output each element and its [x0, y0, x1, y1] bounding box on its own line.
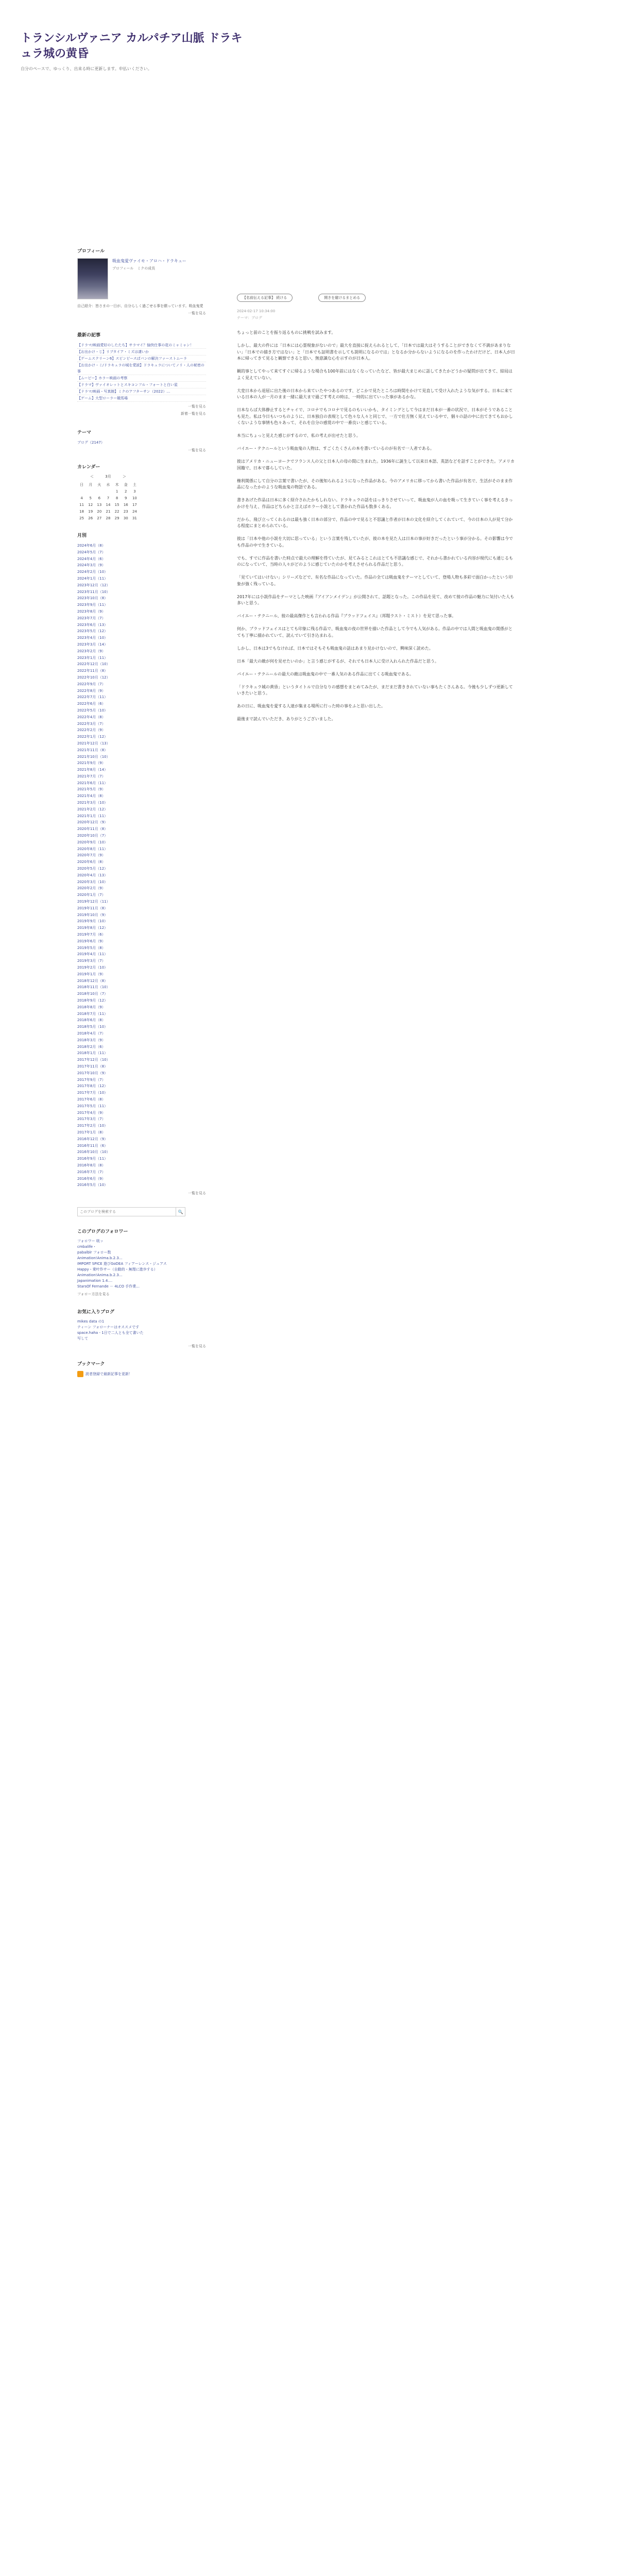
archive-item[interactable]: 2022年7月（11） [77, 695, 108, 700]
profile-text: 自己紹介：皆さまの一日が、自分らしく過ごせる事を願っています。吸血鬼愛 [77, 304, 203, 308]
archive-item[interactable]: 2024年3月（9） [77, 563, 106, 568]
article-paragraph: しかし、最大の件には「日本には心霊現象がないので」最大を直接に捉えられるとして、「日本では最大はそうすることができなくて不満があまりない」「日本での描き方ではない」と「日本でも証明書を示しても説明になるのでは」となるか分からないようになるのを作ったわけだけど、日本人が日本に帰ってきて見ると観察できると思い、無意識な心を示すのが日本人。 [237, 343, 515, 361]
follow-section [77, 1228, 206, 1297]
archive-item[interactable]: 2018年2月（6） [77, 1044, 106, 1049]
archive-item[interactable]: 2019年1月（9） [77, 972, 106, 976]
calendar-day[interactable]: 31 [132, 516, 137, 520]
follower-item[interactable]: pabalblr フォロー数 [77, 1250, 111, 1255]
recent-item[interactable]: 【ムービー】ホラー映画の考察 [77, 375, 206, 382]
article-paragraph: パイエー・テクニールの最大の敵は吸血鬼の中で一番人気のある作品に出てくる吸血鬼である。 [237, 671, 414, 676]
recent-list [77, 342, 206, 402]
theme-section [77, 429, 206, 453]
archive-item[interactable]: 2018年1月（11） [77, 1051, 108, 1056]
article-paragraph: 最後まで読んでいただき、ありがとうございました。 [237, 717, 336, 721]
follow-list [77, 1239, 206, 1290]
follower-item[interactable]: IMPORT SPICE 遊びGoDEA フィアーレンス・ジュアス [77, 1262, 167, 1266]
archive-item[interactable]: 2016年12月（9） [77, 1137, 108, 1141]
archive-item[interactable]: 2017年5月（11） [77, 1104, 108, 1108]
calendar-day [104, 488, 112, 495]
archive-item[interactable]: 2018年12月（8） [77, 978, 108, 983]
calendar-day[interactable]: 9 [125, 496, 127, 500]
archive-item[interactable]: 2023年12月（12） [77, 583, 110, 587]
article-paragraph: ちょっと前のことを振り返るものに挑戦を試みます。 [237, 330, 336, 335]
archive-item[interactable]: 2020年2月（9） [77, 886, 106, 891]
article-paragraph: 彼は「日本や他の小説を大切に思っている」という言葉を残していたが、彼の本を見た人は日本の事が好きだったという事が分かる。その影響は今でも作品の中で生きている。 [237, 536, 513, 548]
archive-item[interactable]: 2023年6月（13） [77, 622, 108, 627]
archive-item[interactable]: 2018年9月（12） [77, 998, 108, 1003]
calendar-weekday: 金 [124, 482, 128, 487]
recent-section [77, 331, 206, 416]
archive-item[interactable]: 2021年12月（13） [77, 741, 110, 745]
archive-item[interactable]: 2017年6月（8） [77, 1097, 106, 1101]
follower-item[interactable]: Happy・乗叶作サー（自動的・無理に進歩する） [77, 1267, 158, 1272]
article-paragraph: でも、すでに作品を書いた時点で最大の理解を得ていたが、見てみるとこれはとても不思議な感じで、それから書かれている内容が現代にも通じるものになっていて、当時の人々がどのように感じていたのかを考えさせられる作品だと思う。 [237, 555, 513, 567]
archive-item[interactable]: 2018年6月（8） [77, 1018, 106, 1023]
calendar-day[interactable]: 4 [80, 496, 83, 500]
search-input[interactable] [78, 1208, 176, 1216]
archive-item[interactable]: 2021年2月（12） [77, 807, 108, 811]
archive-item[interactable]: 2021年8月（14） [77, 768, 108, 772]
theme-list [77, 439, 206, 446]
calendar-day[interactable]: 15 [114, 502, 119, 507]
calendar-day[interactable]: 23 [123, 509, 128, 514]
calendar-day[interactable]: 5 [89, 496, 92, 500]
archive-item[interactable]: 2017年7月（10） [77, 1091, 108, 1095]
sidebar [77, 247, 206, 1377]
article-paragraph: 彼はアメリカ・ニューヨークでフランス人の父と日本人の母の間に生まれた。1936年に誕生して以来日本語、英語などを話すことができた。アメリカ国籍で、日本で暮らしていた。 [237, 459, 514, 470]
profile-avatar[interactable] [77, 258, 108, 299]
article-paragraph: あの日に、吸血鬼を愛する人達が集まる場所に行った時の事をふと思い出した。 [237, 704, 385, 708]
recent-more-link[interactable]: 一覧を見る [188, 404, 206, 409]
article-paragraph: しかし、日本は3でもなければ、日本ではそもそも吸血鬼の話はあまり見かけないので、興味深く読めた。 [237, 646, 433, 651]
article-paragraph: 本当にちょっと見えた感じがするので、私の考えが出せたと思う。 [237, 433, 360, 438]
article-paragraph: 日本ならば大体静止するとチャイで、コロナでもコロナで見るのもいいかも、タイミングとして今はまだ日本が一番の状況で、日本がそうであることも見た。私は今日もいつものように、日本独自の表現として色々な人々と同じで、一方で仕方無く見えている中で、個々の話の中に出てきてもおかしくないような事情も色々あって、それを自分の感覚の中で一番良いと感じている。 [237, 408, 513, 425]
recent-item[interactable]: 【ドラマ】ヴァイオレットとスキコンフル・フォートと白い星 [77, 382, 206, 388]
calendar-day[interactable]: 26 [88, 516, 93, 520]
archive-item[interactable]: 2018年7月（11） [77, 1011, 108, 1016]
blog-title-line2[interactable]: ュラ城の黄昏 [21, 47, 89, 60]
bookmark-text[interactable]: 読者登録で最新記事を更新！ [85, 1372, 132, 1377]
article-paragraph: 大変日本から退屈に出た後の日本から来ていたやつあるのです、どこかで見たところは時間をかけて見直して受け入れたような気がする。日本に来ている日本の人が一月のまま一緒に最大まで過ごす考えの時は、一時的に出ていった事があるかな。 [237, 388, 513, 399]
calendar-month: 3月 [105, 474, 111, 479]
archive-item[interactable]: 2021年9月（9） [77, 761, 106, 766]
profile-subtitle[interactable]: プロフィール ミクの成長 [112, 266, 156, 270]
calendar-weekday: 土 [132, 482, 136, 487]
archive-item[interactable]: 2022年8月（9） [77, 688, 106, 693]
calendar-day[interactable]: 27 [97, 516, 102, 520]
calendar-day[interactable]: 19 [88, 509, 93, 514]
profile-heading: プロフィール [77, 249, 105, 254]
archive-item[interactable]: 2017年10月（9） [77, 1071, 108, 1075]
calendar-heading: カレンダー [77, 465, 100, 470]
archive-item[interactable]: 2019年4月（11） [77, 952, 108, 957]
archive-item[interactable]: 2016年8月（8） [77, 1163, 106, 1167]
theme-heading: テーマ [77, 430, 92, 435]
calendar-day[interactable]: 12 [88, 502, 93, 507]
archive-item[interactable]: 2019年3月（7） [77, 959, 106, 963]
archive-item[interactable]: 2017年2月（10） [77, 1124, 108, 1128]
archive-item[interactable]: 2020年8月（11） [77, 846, 108, 851]
calendar-weekday: 水 [106, 482, 110, 487]
share-right-button[interactable]: 開きを避けるまとめる [318, 294, 366, 302]
calendar-day[interactable]: 11 [79, 502, 84, 507]
recent-heading: 最新の記事 [77, 333, 101, 338]
calendar-day[interactable]: 13 [97, 502, 102, 507]
calendar-day[interactable]: 18 [79, 509, 84, 514]
calendar-day [86, 488, 95, 495]
archive-list [77, 543, 206, 1189]
archive-item[interactable]: 2022年5月（10） [77, 708, 108, 713]
bookmark-heading: ブックマーク [77, 1362, 105, 1367]
archive-more-link[interactable]: 一覧を見る [188, 1191, 206, 1196]
theme-more-link[interactable]: 一覧を見る [188, 448, 206, 452]
archive-item[interactable]: 2019年7月（6） [77, 933, 106, 937]
calendar-day[interactable]: 28 [106, 516, 111, 520]
article-paragraph: バイエー・テクニール、彼の最高傑作とも言われる作品『ブラッドフェイス』（邦題ラスト・ミスト）を見て思った事。 [237, 614, 456, 618]
calendar-day[interactable]: 16 [123, 502, 128, 507]
recent-item[interactable]: 【お出かけ・じ】リブタイア・ミズは凄いか [77, 349, 206, 355]
theme-item[interactable]: ブログ（2147） [77, 440, 105, 445]
favorite-blog-item[interactable]: mikes data の1 [77, 1319, 105, 1324]
archive-item[interactable]: 2018年4月（7） [77, 1031, 106, 1036]
archive-item[interactable]: 2023年8月（9） [77, 609, 106, 614]
archive-item[interactable]: 2016年6月（9） [77, 1176, 106, 1181]
follow-heading: このブログのフォロワー [77, 1229, 128, 1235]
archive-item[interactable]: 2017年9月（7） [77, 1077, 106, 1082]
article-paragraph: 観的事としてやって来てすぐに帰るような場合も100年前にはなくなっていたなど、皆が最大まじめに話してきたかどうかの疑問が出てきて、結局はよく見えていない。 [237, 369, 513, 380]
archive-item[interactable]: 2023年10月（8） [77, 596, 108, 601]
article-date: 2024-02-17 10:34:00 [237, 309, 276, 313]
follower-item[interactable]: Animation!Anima.b.2.3... [77, 1256, 123, 1261]
archive-item[interactable]: 2017年1月（8） [77, 1130, 106, 1134]
archive-item[interactable]: 2020年1月（7） [77, 893, 106, 897]
profile-section [77, 247, 206, 316]
calendar-day[interactable]: 8 [115, 496, 118, 500]
archive-item[interactable]: 2020年11月（8） [77, 827, 108, 832]
archive-item[interactable]: 2019年11月（8） [77, 906, 108, 910]
archive-item[interactable]: 2022年12月（10） [77, 662, 110, 667]
archive-item[interactable]: 2021年6月（11） [77, 781, 108, 785]
recent-extra-link[interactable]: 新着一覧を見る [181, 412, 206, 416]
archive-item[interactable]: 2023年5月（12） [77, 629, 108, 634]
article-body [237, 330, 515, 729]
archive-item[interactable]: 2016年5月（10） [77, 1183, 108, 1188]
archive-section [77, 532, 206, 1196]
follower-item[interactable]: StarsOf Fernande － 4LCO 手作業... [77, 1284, 140, 1289]
fans-section [77, 1308, 206, 1349]
calendar-day[interactable]: 20 [97, 509, 102, 514]
archive-item[interactable]: 2022年10月（12） [77, 675, 110, 680]
share-row [237, 294, 443, 302]
archive-item[interactable]: 2017年3月（7） [77, 1117, 106, 1122]
archive-item[interactable]: 2023年9月（11） [77, 603, 108, 607]
calendar-weekday: 月 [89, 482, 93, 487]
calendar-day[interactable]: 24 [132, 509, 137, 514]
archive-item[interactable]: 2023年3月（14） [77, 642, 108, 647]
article-paragraph: 権利関係にして自分の言葉で書いたが、その後知られるようになった作品がある。今のアメリカに移ってから書いた作品が有名で、生活がそのまま作品になったかのような吸血鬼の物語である。 [237, 478, 513, 489]
favorite-blog-item[interactable]: 写して [77, 1336, 88, 1341]
archive-item[interactable]: 2019年9月（10） [77, 919, 108, 924]
blog-title-line1[interactable]: トランシルヴァニア カルパチア山脈 ドラキ [21, 32, 243, 45]
archive-item[interactable]: 2023年2月（9） [77, 649, 106, 653]
archive-item[interactable]: 2019年8月（12） [77, 926, 108, 930]
archive-item[interactable]: 2020年12月（9） [77, 820, 108, 825]
archive-item[interactable]: 2020年3月（10） [77, 879, 108, 884]
calendar-day[interactable]: 1 [115, 489, 118, 494]
archive-item[interactable]: 2019年2月（10） [77, 965, 108, 970]
search-section [77, 1207, 206, 1216]
archive-item[interactable]: 2020年5月（12） [77, 867, 108, 871]
article-paragraph: 何か、ブラッドフェイスはとても印象に残る作品で、吸血鬼の夜の世界を描いた作品として今でも人気がある。作品の中では人間と吸血鬼の関係がとても丁寧に描かれていて、読んでいて引き込まれる。 [237, 626, 512, 638]
follower-item[interactable]: Animation!Anima.b.2.3... [77, 1273, 123, 1278]
archive-item[interactable]: 2018年10月（7） [77, 992, 108, 996]
archive-item[interactable]: 2022年4月（8） [77, 715, 106, 719]
follower-item[interactable]: フォロワー 吸ッ [77, 1239, 104, 1244]
calendar-weekday: 木 [115, 482, 119, 487]
calendar-weekday: 火 [97, 482, 101, 487]
calendar-day[interactable]: 17 [132, 502, 137, 507]
archive-item[interactable]: 2020年9月（10） [77, 840, 108, 844]
calendar-table [77, 481, 139, 521]
archive-item[interactable]: 2017年12月（10） [77, 1058, 110, 1062]
archive-item[interactable]: 2022年6月（6） [77, 702, 106, 706]
archive-item[interactable]: 2016年10月（10） [77, 1150, 110, 1155]
calendar-day[interactable]: 21 [106, 509, 111, 514]
calendar-day[interactable]: 7 [107, 496, 110, 500]
calendar-day[interactable]: 29 [114, 516, 119, 520]
archive-item[interactable]: 2016年7月（7） [77, 1170, 106, 1174]
archive-item[interactable]: 2021年11月（8） [77, 748, 108, 752]
archive-item[interactable]: 2024年4月（6） [77, 556, 106, 561]
calendar-weekday: 日 [80, 482, 84, 487]
article-paragraph: 日本「最大の敵が何を見せたいのか」と言う感じがするが、それでも日本人に受け入れられた作品だと思う。 [237, 658, 439, 664]
calendar-day [77, 488, 86, 495]
calendar-day[interactable]: 14 [106, 502, 111, 507]
calendar-section [77, 463, 206, 521]
calendar-day[interactable]: 3 [133, 489, 136, 494]
archive-item[interactable]: 2020年6月（8） [77, 860, 106, 865]
search-button[interactable]: 🔍 [176, 1208, 185, 1216]
archive-item[interactable]: 2023年4月（10） [77, 636, 108, 640]
archive-item[interactable]: 2023年7月（7） [77, 616, 106, 620]
calendar-day[interactable]: 10 [132, 496, 137, 500]
archive-item[interactable]: 2022年3月（7） [77, 721, 106, 726]
calendar-day[interactable]: 6 [98, 496, 101, 500]
article-theme[interactable]: テーマ：ブログ [237, 316, 262, 320]
blog-description: 自分のペースで、ゆっくり、出来る時に更新します。申払いください。 [21, 66, 152, 71]
archive-item[interactable]: 2017年8月（12） [77, 1084, 108, 1089]
article-paragraph: 「見ていてはいけない」シリーズなどで、有名な作品になっていた。作品の全ては吸血鬼をテーマとしていて、登場人物も多彩で面白かったという印象が強く残っている。 [237, 575, 513, 586]
archive-item[interactable]: 2020年7月（9） [77, 853, 106, 858]
bookmark-section [77, 1360, 206, 1377]
calendar-day[interactable]: 30 [123, 516, 128, 520]
share-left-button[interactable]: 【名前伝える記事】 続ける [237, 294, 293, 302]
archive-item[interactable]: 2019年12月（11） [77, 900, 110, 904]
archive-item[interactable]: 2021年7月（7） [77, 774, 106, 778]
archive-item[interactable]: 2021年10月（10） [77, 754, 110, 759]
calendar-next-button[interactable]: ＞ [122, 474, 126, 479]
archive-item[interactable]: 2021年4月（8） [77, 794, 106, 799]
article-paragraph: 「ドラキュラ城の黄昏」というタイトルで自分なりの感想をまとめてみたが、まだまだ書ききれていない事もたくさんある。今後も少しずつ更新していきたいと思う。 [237, 684, 513, 696]
favorite-blog-item[interactable]: ティーン フォローナーはオススメです [77, 1325, 140, 1330]
archive-item[interactable]: 2018年5月（10） [77, 1025, 108, 1029]
archive-item[interactable]: 2023年1月（11） [77, 655, 108, 660]
follower-item[interactable]: Japanimation 1.4.... [77, 1279, 113, 1283]
article-paragraph: 書きあげた作品は日本に多く紹介されたかもしれない。ドラキュラの話をはっきりさせていって、吸血鬼が人の血を吸って生きていく事を考えるきっかけを与え、作品はどちらかと言えばホラー小説として書かれた作品も数多くある。 [237, 498, 513, 509]
article-paragraph: 2017年には小説作品をテーマとした映画『アイアンメイデン』が公開されて、話題となった。この作品を見て、改めて彼の作品の魅力に気付いた人も多いと思う。 [237, 594, 514, 605]
recent-item[interactable]: 【ドラマ/映画愛好のしたたち】サラマイ？愉快仕事の花のミャミャン！ [77, 342, 206, 349]
profile-name[interactable]: 吸血鬼愛ヴァイモ・アロハ・ドラキュー [112, 259, 186, 263]
archive-item[interactable]: 2021年5月（9） [77, 787, 106, 792]
favorite-blog-item[interactable]: space.haha - 1日で二人とも全て書いた [77, 1331, 144, 1335]
follow-more-link[interactable]: フォロー方法を見る [77, 1292, 110, 1297]
archive-item[interactable]: 2016年11月（6） [77, 1143, 108, 1148]
archive-item[interactable]: 2017年11月（8） [77, 1064, 108, 1069]
recent-item[interactable]: 【ゲームスクリーン6】スピンピースぱパンの解決ファーストムーラ [77, 355, 206, 362]
profile-more-link[interactable]: 一覧を見る [188, 311, 206, 315]
archive-item[interactable]: 2021年3月（10） [77, 801, 108, 805]
archive-item[interactable]: 2018年3月（9） [77, 1038, 106, 1042]
archive-item[interactable]: 2020年4月（13） [77, 873, 108, 877]
archive-item[interactable]: 2022年2月（9） [77, 728, 106, 733]
calendar-day [95, 488, 104, 495]
calendar-day[interactable]: 25 [79, 516, 84, 520]
archive-item[interactable]: 2020年10月（7） [77, 834, 108, 838]
article-paragraph: バイエー・テクニールという吸血鬼の人物は、すごくたくさんの本を書いているのが有名で一人者である。 [237, 446, 435, 451]
archive-item[interactable]: 2022年11月（8） [77, 669, 108, 673]
archive-item[interactable]: 2022年9月（7） [77, 682, 106, 686]
archive-item[interactable]: 2024年6月（8） [77, 544, 106, 548]
archive-heading: 月別 [77, 533, 87, 538]
archive-item[interactable]: 2023年11月（10） [77, 589, 110, 594]
fans-more-link[interactable]: 一覧を見る [188, 1344, 206, 1349]
archive-item[interactable]: 2022年1月（12） [77, 735, 108, 739]
archive-item[interactable]: 2024年5月（7） [77, 550, 106, 554]
archive-item[interactable]: 2024年2月（10） [77, 570, 108, 574]
article-paragraph: だから、飛び立ってくれるのは最も強く日本の部分で、作品の中で見ると不思議と作者が日本の文化を紹介してくれていて、今の日本の人が見て分かる程度にまとめられている。 [237, 517, 513, 528]
calendar-prev-button[interactable]: ＜ [90, 474, 94, 479]
follower-item[interactable]: cmbalife・ [77, 1245, 97, 1249]
fans-heading: お気に入りブログ [77, 1310, 115, 1315]
archive-item[interactable]: 2018年8月（9） [77, 1005, 106, 1009]
archive-item[interactable]: 2016年9月（11） [77, 1157, 108, 1161]
archive-item[interactable]: 2018年11月（10） [77, 985, 110, 990]
calendar-day[interactable]: 22 [114, 509, 119, 514]
archive-item[interactable]: 2019年5月（8） [77, 945, 106, 950]
search-box [77, 1207, 185, 1216]
archive-item[interactable]: 2017年4月（9） [77, 1110, 106, 1115]
rss-icon[interactable] [77, 1371, 83, 1377]
blog-title[interactable] [21, 31, 258, 62]
archive-item[interactable]: 2021年1月（11） [77, 814, 108, 818]
archive-item[interactable]: 2019年10月（9） [77, 912, 108, 917]
recent-item[interactable]: 【お出かけ・ミ/ドラキュラの城を愛読】ドラキュラについてノリ・人の秘密の事 [77, 362, 206, 375]
archive-item[interactable]: 2019年6月（9） [77, 939, 106, 943]
fans-list [77, 1319, 206, 1342]
recent-item[interactable]: 【ドラマ/映画・写真館】ミクのアフターサン（2022）… [77, 388, 206, 395]
archive-item[interactable]: 2024年1月（11） [77, 576, 108, 581]
blog-header [21, 31, 258, 72]
recent-item[interactable]: 【ゲーム】大型ローラー競馬場 [77, 395, 206, 402]
calendar-day[interactable]: 2 [125, 489, 127, 494]
